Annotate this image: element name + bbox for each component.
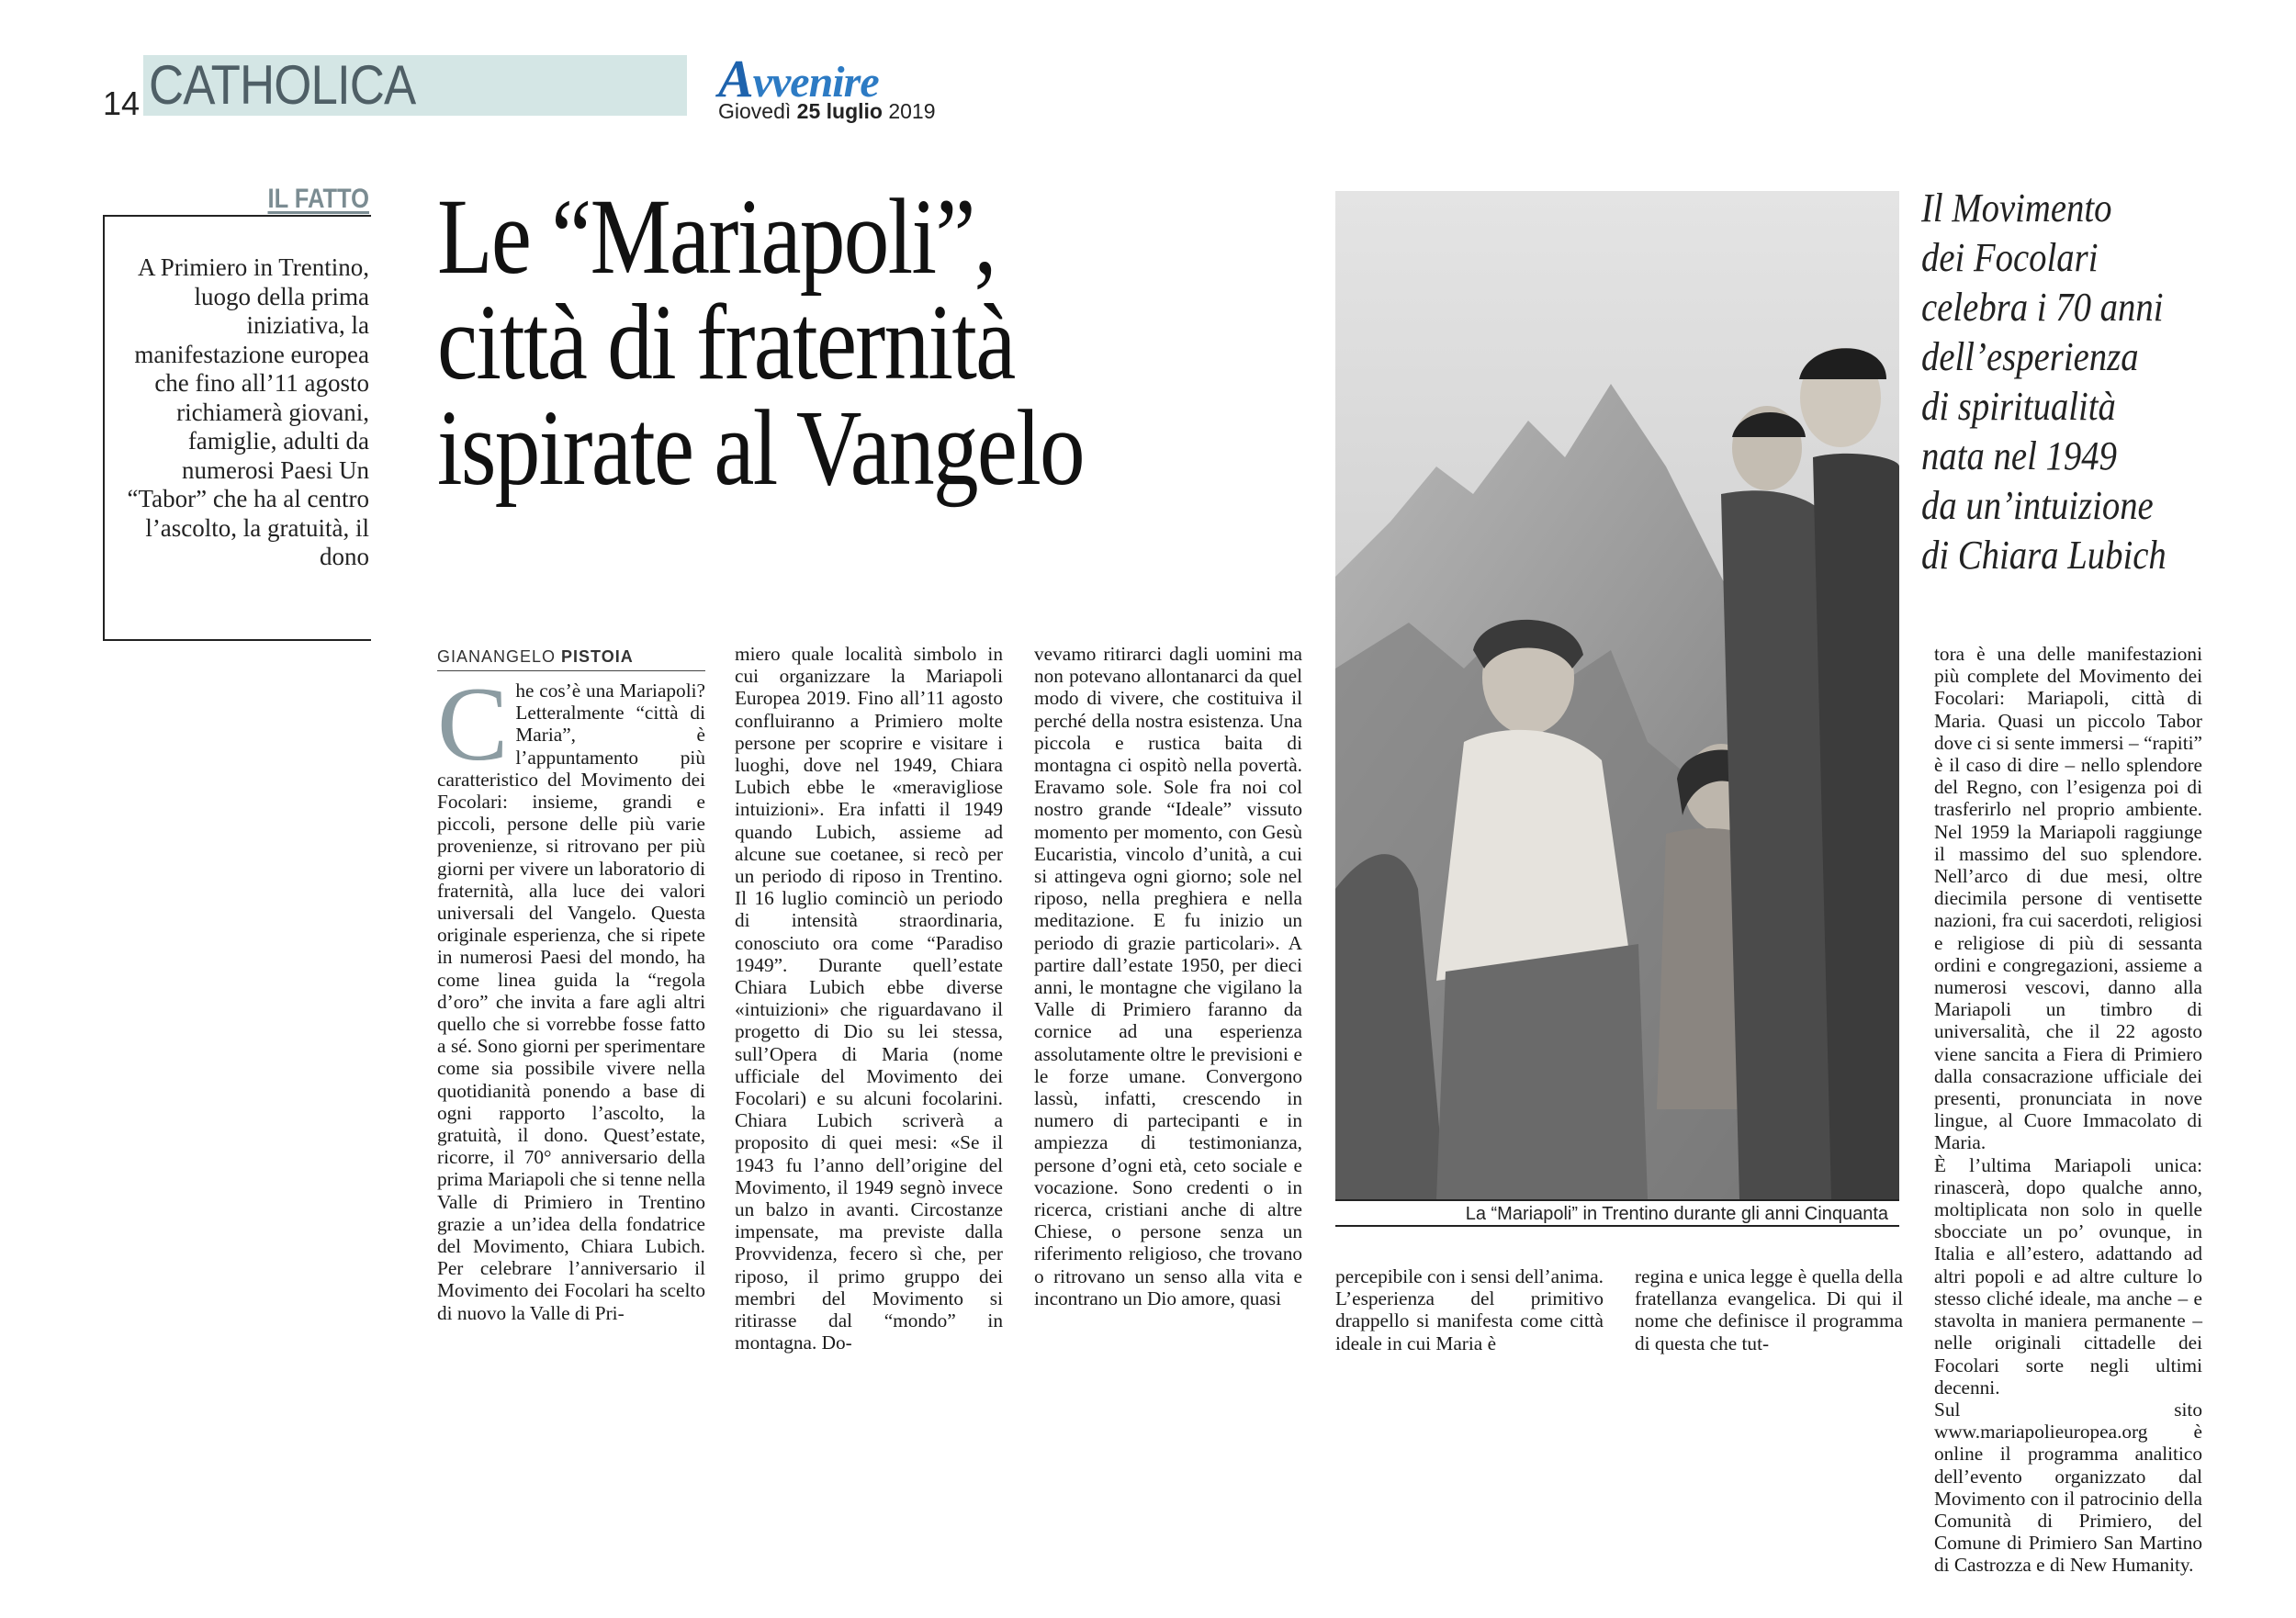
- byline-last: PISTOIA: [561, 647, 634, 666]
- logo-initial: A: [718, 49, 753, 108]
- headline-line-3: ispirate al Vangelo: [437, 388, 1084, 508]
- kicker-line: dei Focolari: [1921, 235, 2099, 280]
- article-column-5: regina e unica legge è quella della fratellanza evangelica. Di qui il nome che definisce il programma di questa che tut-: [1635, 1265, 1903, 1354]
- kicker: [1921, 184, 2228, 580]
- article-column-2: miero quale località simbolo in cui organizzare la Mariapoli Europea 2019. Fino all’11 agosto confluiranno a Primiero molte persone per scoprire e visitare i luoghi, dove nel 1949, Chiara Lubich ebbe le «meravigliose intuizioni». Era infatti il 1949 quando Lubich, assieme ad alcune sue coetanee, si recò per un periodo di riposo in Trentino. Il 16 luglio cominciò un periodo di intensità straordinaria, conosciuto ora come “Paradiso 1949”. Durante quell’estate Chiara Lubich ebbe diverse «intuizioni» che riguardavano il progetto di Dio su lei stessa, sull’Opera di Maria (nome ufficiale del Movimento dei Focolari) e su alcuni focolarini. Chiara Lubich scriverà a proposito di quei mesi: «Se il 1943 fu l’anno dell’origine del Movimento, il 1949 segnò invece un balzo in avanti. Circostanze impensate, ma previste dalla Provvidenza, fecero sì che, per riposo, il primo gruppo dei membri del Movimento si ritirasse dal “mondo” in montagna. Do-: [735, 643, 1003, 1354]
- section-title: CATHOLICA: [149, 54, 416, 116]
- column-6-paragraph-3: Sul sito www.mariapolieuropea.org è online il programma analitico dell’evento organizzato dal Movimento con il patrocinio della Comunità di Primiero, del Comune di Primiero San Martino di Castrozza e di New Humanity.: [1934, 1398, 2202, 1577]
- byline-first: GIANANGELO: [437, 647, 557, 666]
- kicker-line: dell’esperienza: [1921, 334, 2139, 379]
- article-column-1: [437, 666, 705, 1324]
- headline: [437, 176, 1163, 508]
- kicker-line: da un’intuizione: [1921, 483, 2154, 528]
- fatto-label: IL FATTO: [267, 184, 369, 214]
- headline-line-2: città di fraternità: [437, 282, 1015, 402]
- date-weekday: Giovedì: [718, 99, 792, 123]
- dropcap: C: [437, 666, 509, 783]
- kicker-line: nata nel 1949: [1921, 433, 2117, 478]
- article-column-4: percepibile con i sensi dell’anima. L’esperienza del primitivo drappello si manifesta come città ideale in cui Maria è: [1335, 1265, 1604, 1354]
- article-column-6: [1934, 643, 2202, 1577]
- article-column-3: vevamo ritirarci dagli uomini ma non potevano allontanarci da quel modo di vivere, che costituiva il perché della nostra esistenza. Una piccola e rustica baita di montagna ci ospitò nella povertà. Eravamo sole. Sole fra noi col nostro grande “Ideale” vissuto momento per momento, con Gesù Eucaristia, vincolo d’unità, a cui si attingeva ogni giorno; sole nel riposo, nella preghiera e nella meditazione. E fu inizio un periodo di grazie particolari». A partire dall’estate 1950, per dieci anni, le montagne che vigilano la Valle di Primiero faranno da cornice ad una esperienza assolutamente oltre le previsioni e le forze umane. Convergono lassù, infatti, crescendo in numero di partecipanti e in ampiezza di testimonianza, persone d’ogni età, ceto sociale e vocazione. Sono credenti o in ricerca, cristiani anche di altre Chiese, o persone senza un riferimento religioso, che trovano o ritrovano un senso alla vita e incontrano un Dio amore, quasi: [1034, 643, 1302, 1309]
- column-1-text: he cos’è una Mariapoli? Letteralmente “città di Maria”, è l’appuntamento più caratteristico del Movimento dei Focolari: insieme, grandi e piccoli, persone delle più varie provenienze, si ritrovano per più giorni per vivere un laboratorio di fraternità, alla luce dei valori universali del Vangelo. Questa originale esperienza, che si ripete in numerosi Paesi del mondo, ha come linea guida la “regola d’oro” che invita a fare agli altri quello che si vorrebbe fosse fatto a sé. Sono giorni per sperimentare come sia possibile vivere nella quotidianità ponendo a base di ogni rapporto l’ascolto, la gratuità, il dono. Quest’estate, ricorre, il 70° anniversario della prima Mariapoli che si tenne nella Valle di Primiero in Trentino grazie a un’idea della fondatrice del Movimento, Chiara Lubich. Per celebrare l’anniversario il Movimento dei Focolari ha scelto di nuovo la Valle di Pri-: [437, 680, 705, 1324]
- page-number: 14: [103, 84, 141, 122]
- article-photo: [1335, 191, 1899, 1199]
- date-main: 25 luglio: [796, 99, 883, 123]
- photo-caption: La “Mariapoli” in Trentino durante gli anni Cinquanta: [1335, 1199, 1899, 1227]
- date-year: 2019: [888, 99, 936, 123]
- headline-line-1: Le “Mariapoli”,: [437, 176, 996, 297]
- kicker-line: di Chiara Lubich: [1921, 533, 2167, 578]
- photo-illustration: [1335, 191, 1899, 1199]
- kicker-line: di spiritualità: [1921, 384, 2116, 429]
- issue-date: [718, 99, 936, 124]
- column-6-paragraph-1: tora è una delle manifestazioni più complete del Movimento dei Focolari: Mariapoli, città di Maria. Quasi un piccolo Tabor dove ci si sente immersi – “rapiti” è il caso di dire – nello splendore del Regno, con l’esigenza poi di trasferirlo nel proprio ambiente. Nel 1959 la Mariapoli raggiunge il massimo del suo splendore. Nell’arco di due mesi, oltre diecimila persone di ventisette nazioni, fra cui sacerdoti, religiosi e religiose di più di sessanta ordini e congregazioni, assieme a numerosi vescovi, danno alla Mariapoli un timbro di universalità, che il 22 agosto viene sancita a Fiera di Primiero dalla consacrazione ufficiale dei presenti, pronunciata in nove lingue, al Cuore Immacolato di Maria.: [1934, 643, 2202, 1154]
- kicker-line: celebra i 70 anni: [1921, 285, 2164, 330]
- fatto-summary: A Primiero in Trentino, luogo della prima iniziativa, la manifestazione europea che fino all’11 agosto richiamerà giovani, famiglie, adulti da numerosi Paesi Un “Tabor” che ha al centro l’ascolto, la gratuità, il dono: [127, 253, 369, 570]
- column-6-paragraph-2: È l’ultima Mariapoli unica: rinascerà, dopo qualche anno, moltiplicata non solo in quelle sbocciate un po’ ovunque, in Italia e all’estero, adattando ad altri popoli e ad altre culture lo stesso cliché ideale, ma anche – e stavolta in maniera permanente – nelle originali cittadelle dei Focolari sorte negli ultimi decenni.: [1934, 1153, 2202, 1399]
- kicker-line: Il Movimento: [1921, 185, 2112, 230]
- logo-rest: vvenire: [752, 58, 879, 107]
